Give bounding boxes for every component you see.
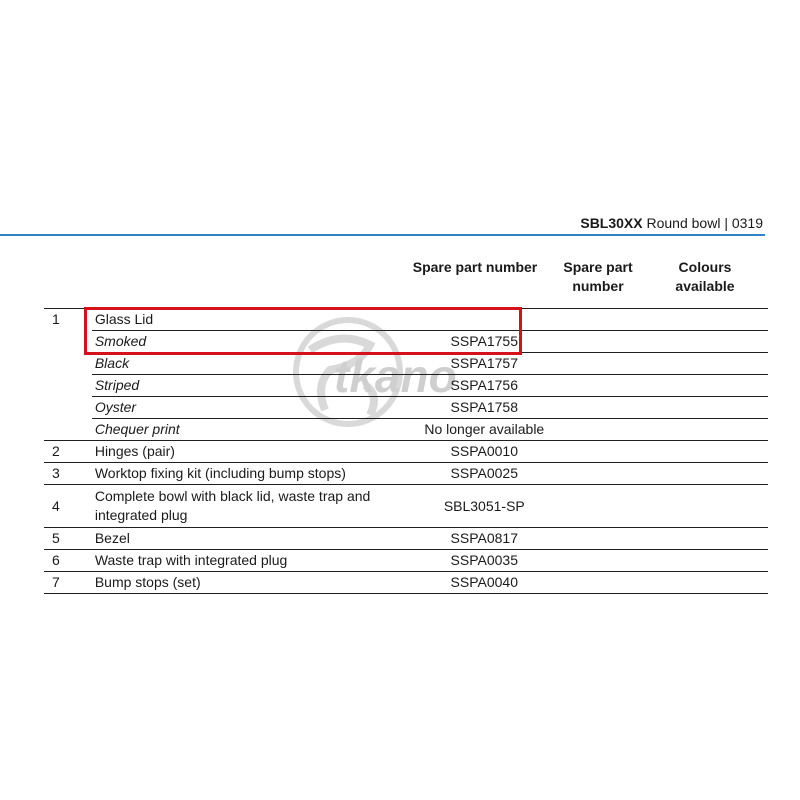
spare-part-2-cell (549, 397, 664, 419)
part-description-cell: Chequer print (92, 419, 420, 441)
colours-cell (665, 550, 768, 572)
table-row (44, 485, 768, 528)
part-description-cell: Smoked (92, 331, 420, 353)
part-description-cell: Bump stops (set) (92, 572, 420, 594)
spare-part-cell: SSPA1756 (419, 375, 549, 397)
spare-part-cell: SSPA1758 (419, 397, 549, 419)
spare-part-2-cell (549, 353, 664, 375)
spare-part-2-cell (549, 463, 664, 485)
colours-cell (665, 419, 768, 441)
part-description-cell: Hinges (pair) (92, 441, 420, 463)
spare-part-2-cell (549, 441, 664, 463)
spare-part-2-cell (549, 528, 664, 550)
colours-cell (665, 528, 768, 550)
document-header (0, 214, 763, 232)
part-description-cell: Black (92, 353, 420, 375)
header-rule (0, 234, 765, 236)
spare-part-2-cell (549, 419, 664, 441)
highlight-box (84, 307, 522, 355)
colours-cell (665, 572, 768, 594)
spare-part-2-cell (549, 572, 664, 594)
table-row (44, 572, 768, 594)
colours-cell (665, 353, 768, 375)
part-number-cell: 1 (44, 309, 92, 331)
part-number-cell (44, 419, 92, 441)
column-header-spare-part-number-2: Spare part number (563, 259, 633, 294)
table-row (44, 419, 768, 441)
colours-cell (665, 331, 768, 353)
colours-cell (665, 463, 768, 485)
spare-part-cell: SBL3051-SP (419, 485, 549, 528)
spare-part-cell: SSPA1755 (419, 331, 549, 353)
part-description-cell: Bezel (92, 528, 420, 550)
spare-part-2-cell (549, 550, 664, 572)
spare-part-2-cell (549, 485, 664, 528)
part-number-cell (44, 353, 92, 375)
spare-part-cell: No longer available (419, 419, 549, 441)
part-description-cell: Complete bowl with black lid, waste trap and integrated plug (92, 485, 420, 528)
watermark-text: tkano (334, 350, 457, 402)
table-row (44, 550, 768, 572)
colours-cell (665, 375, 768, 397)
table-row (44, 463, 768, 485)
spare-part-cell: SSPA0040 (419, 572, 549, 594)
spare-part-2-cell (549, 375, 664, 397)
part-description-cell: Oyster (92, 397, 420, 419)
part-number-cell (44, 375, 92, 397)
model-code: SBL30XX (580, 215, 643, 231)
part-number-cell: 2 (44, 441, 92, 463)
table-row (44, 353, 768, 375)
spare-part-2-cell (549, 331, 664, 353)
part-description-cell: Striped (92, 375, 420, 397)
part-number-cell: 6 (44, 550, 92, 572)
part-description-cell: Worktop fixing kit (including bump stops) (92, 463, 420, 485)
spare-part-cell: SSPA0817 (419, 528, 549, 550)
table-row (44, 397, 768, 419)
column-header-spare-part-number: Spare part number (412, 259, 538, 275)
part-number-cell: 7 (44, 572, 92, 594)
part-number-cell: 5 (44, 528, 92, 550)
table-row (44, 375, 768, 397)
part-description-cell: Waste trap with integrated plug (92, 550, 420, 572)
colours-cell (665, 397, 768, 419)
model-title: Round bowl | 0319 (646, 215, 763, 231)
spare-part-cell: SSPA0025 (419, 463, 549, 485)
table-row (44, 441, 768, 463)
part-description-cell: Glass Lid (92, 309, 420, 331)
colours-cell (665, 309, 768, 331)
colours-cell (665, 485, 768, 528)
part-number-cell (44, 397, 92, 419)
part-number-cell: 3 (44, 463, 92, 485)
column-header-colours-available: Colours available (675, 259, 735, 294)
spare-part-cell: SSPA0010 (419, 441, 549, 463)
part-number-cell: 4 (44, 485, 92, 528)
spare-part-cell: SSPA0035 (419, 550, 549, 572)
spare-part-2-cell (549, 309, 664, 331)
table-row (44, 528, 768, 550)
spare-part-cell: SSPA1757 (419, 353, 549, 375)
colours-cell (665, 441, 768, 463)
